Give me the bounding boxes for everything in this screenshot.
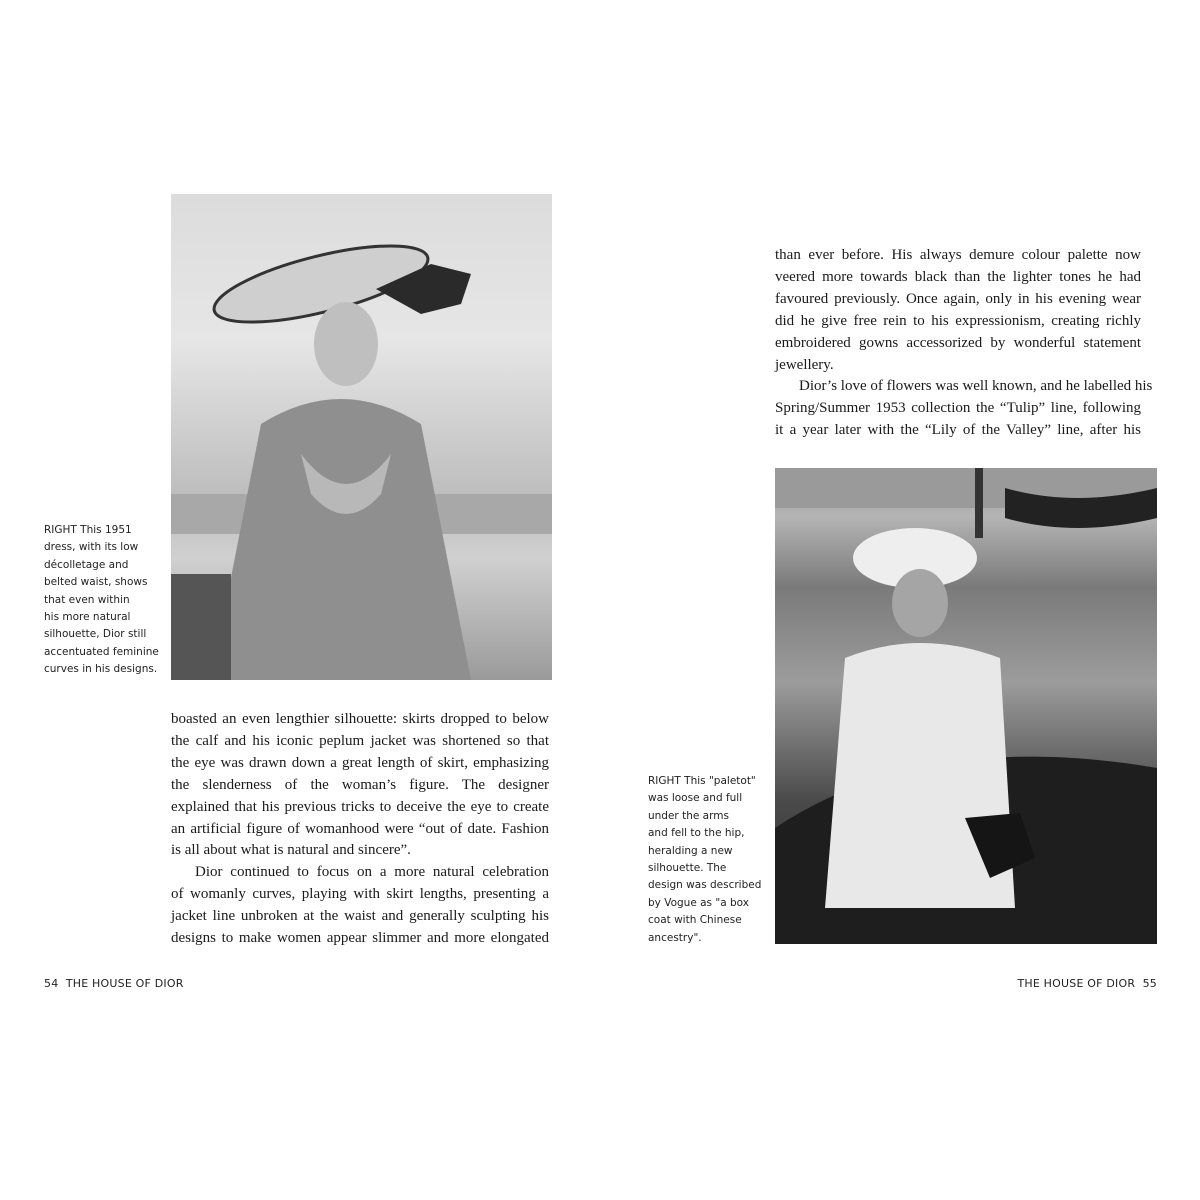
text-line: boasted an even lengthier silhouette: skirts dropped to below — [171, 711, 549, 727]
text-line: explained that his previous tricks to deceive the eye to create — [171, 798, 549, 815]
text-line: the slenderness of the woman’s figure. The designer — [171, 776, 549, 793]
page-number: 55 — [1142, 977, 1157, 990]
text-line: Spring/Summer 1953 collection the “Tulip” line, following — [775, 400, 1141, 417]
caption-line: belted waist, shows — [44, 576, 148, 589]
photo-paletot-coat — [775, 468, 1157, 944]
caption-line: silhouette. The — [648, 862, 727, 875]
caption-line: décolletage and — [44, 558, 129, 571]
caption-line: and fell to the hip, — [648, 827, 745, 840]
text-line: veered more towards black than the lighter tones he had — [775, 268, 1141, 285]
folio-right — [1017, 977, 1157, 990]
text-line: than ever before. His always demure colour palette now — [775, 247, 1141, 263]
caption-line: design was described — [648, 879, 762, 892]
text-line: the eye was drawn down a great length of skirt, emphasizing — [171, 754, 549, 771]
caption-line: dress, with its low — [44, 541, 139, 554]
caption-line: accentuated feminine — [44, 645, 159, 658]
text-line: it a year later with the “Lily of the Valley” line, after his — [775, 422, 1141, 439]
caption-line: by Vogue as "a box — [648, 896, 749, 909]
caption-line: his more natural — [44, 611, 131, 624]
text-line: favoured previously. Once again, only in his evening wear — [775, 290, 1141, 307]
caption-line: under the arms — [648, 809, 729, 822]
text-line: designs to make women appear slimmer and more elongated — [171, 930, 549, 947]
caption-line: RIGHT This "paletot" — [648, 775, 756, 787]
woman-in-hat-photo — [171, 194, 552, 680]
text-line: is all about what is natural and sincere”. — [171, 842, 411, 859]
text-line: embroidered gowns accessorized by wonderful statement — [775, 334, 1141, 351]
folio-left — [44, 977, 184, 990]
caption-line: that even within — [44, 593, 130, 606]
text-line: jewellery. — [775, 356, 834, 373]
caption-line: RIGHT This 1951 — [44, 524, 132, 536]
page-number: 54 — [44, 977, 59, 990]
running-title: THE HOUSE OF DIOR — [1017, 977, 1136, 990]
text-line: the calf and his iconic peplum jacket was shortened so that — [171, 732, 549, 749]
photo-1951-dress — [171, 194, 552, 680]
caption-line: heralding a new — [648, 844, 733, 857]
text-line: an artificial figure of womanhood were “out of date. Fashion — [171, 820, 549, 837]
text-line: Dior’s love of flowers was well known, and he labelled his — [799, 378, 1153, 395]
text-line: Dior continued to focus on a more natural celebration — [195, 864, 549, 881]
caption-line: ancestry". — [648, 931, 702, 944]
caption-left — [44, 522, 159, 679]
caption-line: was loose and full — [648, 792, 743, 805]
caption-line: silhouette, Dior still — [44, 628, 147, 641]
running-title: THE HOUSE OF DIOR — [65, 977, 184, 990]
text-line: did he give free rein to his expressionism, creating richly — [775, 312, 1141, 329]
body-text-left — [171, 709, 549, 950]
text-line: of womanly curves, playing with skirt lengths, presenting a — [171, 886, 549, 903]
woman-in-gondola-photo — [775, 468, 1157, 944]
caption-right — [648, 773, 761, 947]
body-text-right — [775, 245, 1153, 442]
text-line: jacket line unbroken at the waist and generally sculpting his — [171, 908, 549, 925]
caption-line: curves in his designs. — [44, 663, 158, 676]
caption-line: coat with Chinese — [648, 914, 742, 927]
